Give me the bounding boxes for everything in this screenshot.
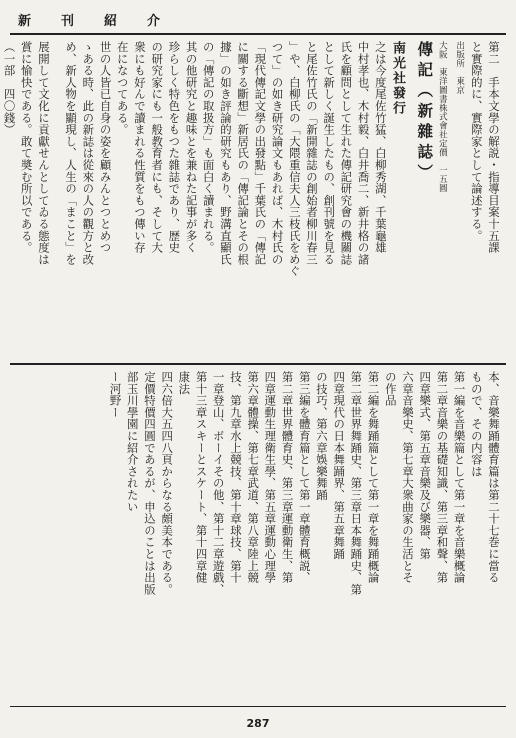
text-line: 氏を顧問として生れた傳記研究會の機關誌 xyxy=(339,41,354,266)
lower-text-block xyxy=(14,371,502,704)
text-line: 四章現代の日本舞踊界、第五章舞踊 xyxy=(332,371,347,560)
text-line: の研究家にも一般教育者にも、そして大 xyxy=(150,41,165,254)
header-rule xyxy=(10,33,506,35)
text-line: 第十三章スキーとスケート、第十四章健 xyxy=(194,371,209,584)
review-signature: ー河野ー xyxy=(108,371,123,419)
text-line: 一章登山、ボーイその他、第十二章遊戲、 xyxy=(211,371,226,596)
text-line: もので、その内容は xyxy=(469,371,484,478)
text-line: 第二章世界體育史、第三章運動衛生、第 xyxy=(280,371,295,584)
text-line: 世の人皆已自身の姿を顧みんとつとめつ xyxy=(98,41,113,254)
text-line: 四六倍大五四八頁からなる頗美本である。 xyxy=(160,371,175,596)
text-line: 第一編を音樂篇として第一章を音樂概論 xyxy=(452,371,467,584)
text-line: の「傳記の取扱方」も面白く讀まれる。 xyxy=(201,41,216,254)
text-line: の技巧、第六章娛樂舞踊 xyxy=(314,371,329,501)
text-line: 第三編を體育篇として第一章體育概説、 xyxy=(297,371,312,584)
text-line: 第二 手本文學の解説・指導目案十五課 xyxy=(487,41,501,254)
review-title: 傳記（新雜誌） xyxy=(415,41,435,185)
text-line: に關する斷想」新居氏の「傳記論とその根 xyxy=(236,41,251,266)
text-line: 」や、白柳氏の「大隈重信夫人三枝氏をめぐ xyxy=(287,41,302,277)
text-line: と尾佐竹氏の「新開雜誌の創始者柳川春三 xyxy=(304,41,319,266)
review-price: （一部 四〇錢） xyxy=(2,41,17,136)
section-divider xyxy=(10,363,506,365)
text-line: 中村孝也、木村毅、白井喬二、新井格の諸 xyxy=(356,41,371,266)
publisher-line: 出版所 東京 xyxy=(454,41,465,95)
footer-rule xyxy=(10,706,506,707)
text-line: 其の他研究と趣味とを兼ねた記事が多く xyxy=(184,41,199,254)
text-line: と實際的に、實際家として論述する。 xyxy=(469,41,484,242)
text-line: 展開して文化に貢獻せんとしてゐる態度は xyxy=(36,41,51,266)
text-line: 定價特價四圓であるが、申込のことは出版 xyxy=(142,371,157,596)
page-number: 287 xyxy=(246,717,270,730)
text-line: 康法 xyxy=(177,371,192,395)
text-line: 四章運動生理衛生學、第五章運動心理學 xyxy=(263,371,278,584)
text-line: め、新人物を顯現し、人生の「まこと」を xyxy=(64,41,79,266)
text-line: の作品 xyxy=(383,371,398,407)
running-header: 新刊紹介 xyxy=(18,14,191,29)
text-line: 第二章世界舞踊史、第三章日本舞踊史、第 xyxy=(349,371,364,596)
text-line: 珍らしく特色をもつた雜誌であり、歴史 xyxy=(167,41,182,254)
text-line: 第二編を舞踊篇として第一章を舞踊概論 xyxy=(366,371,381,584)
text-line: 衆にも好んで讀まれる性質をもつ傳い存 xyxy=(132,41,147,254)
text-line: 第六章體操、第七章武道、第八章陸上競 xyxy=(246,371,261,584)
text-line: ゝある時、此の新誌は從來の人の觀方と改 xyxy=(81,41,96,266)
publisher-line: 大阪 東洋圖書株式會社定價 一五圓 xyxy=(437,41,448,193)
text-line: つて」の如き研究論文もあれば、木村氏の xyxy=(270,41,285,266)
text-line: 技、第九章水上競技、第十章球技、第十 xyxy=(228,371,243,584)
text-line: 之は今度尾佐竹猛、白柳秀湖、千葉龜雄 xyxy=(373,41,388,254)
text-line: 據」の如き評論的研究もあり、野溝直顯氏 xyxy=(218,41,233,266)
text-line: 部玉川學園に紹介されたい xyxy=(125,371,140,513)
text-line: 四章樂式、第五章音樂及び樂器、第 xyxy=(418,371,433,560)
text-line: 本、音樂舞踊體育篇は第二十七巻に當る xyxy=(487,371,501,584)
review-publisher: 南光社發行 xyxy=(389,41,405,116)
text-line: 在になつてある。 xyxy=(115,41,130,136)
upper-text-block xyxy=(2,41,502,357)
text-line: 第二章音樂の基礎知識、第三章和聲、第 xyxy=(435,371,450,584)
text-line: 六章音樂史、第七章大衆曲家の生活とそ xyxy=(400,371,415,584)
text-line: 賞に愉快である。敢て奬む所以である。 xyxy=(19,41,34,254)
text-line: 「現代傳記文學の出發點」千葉氏の「傳記 xyxy=(253,41,268,266)
text-line: として新しく誕生したもの、創刊號を見る xyxy=(322,41,337,266)
